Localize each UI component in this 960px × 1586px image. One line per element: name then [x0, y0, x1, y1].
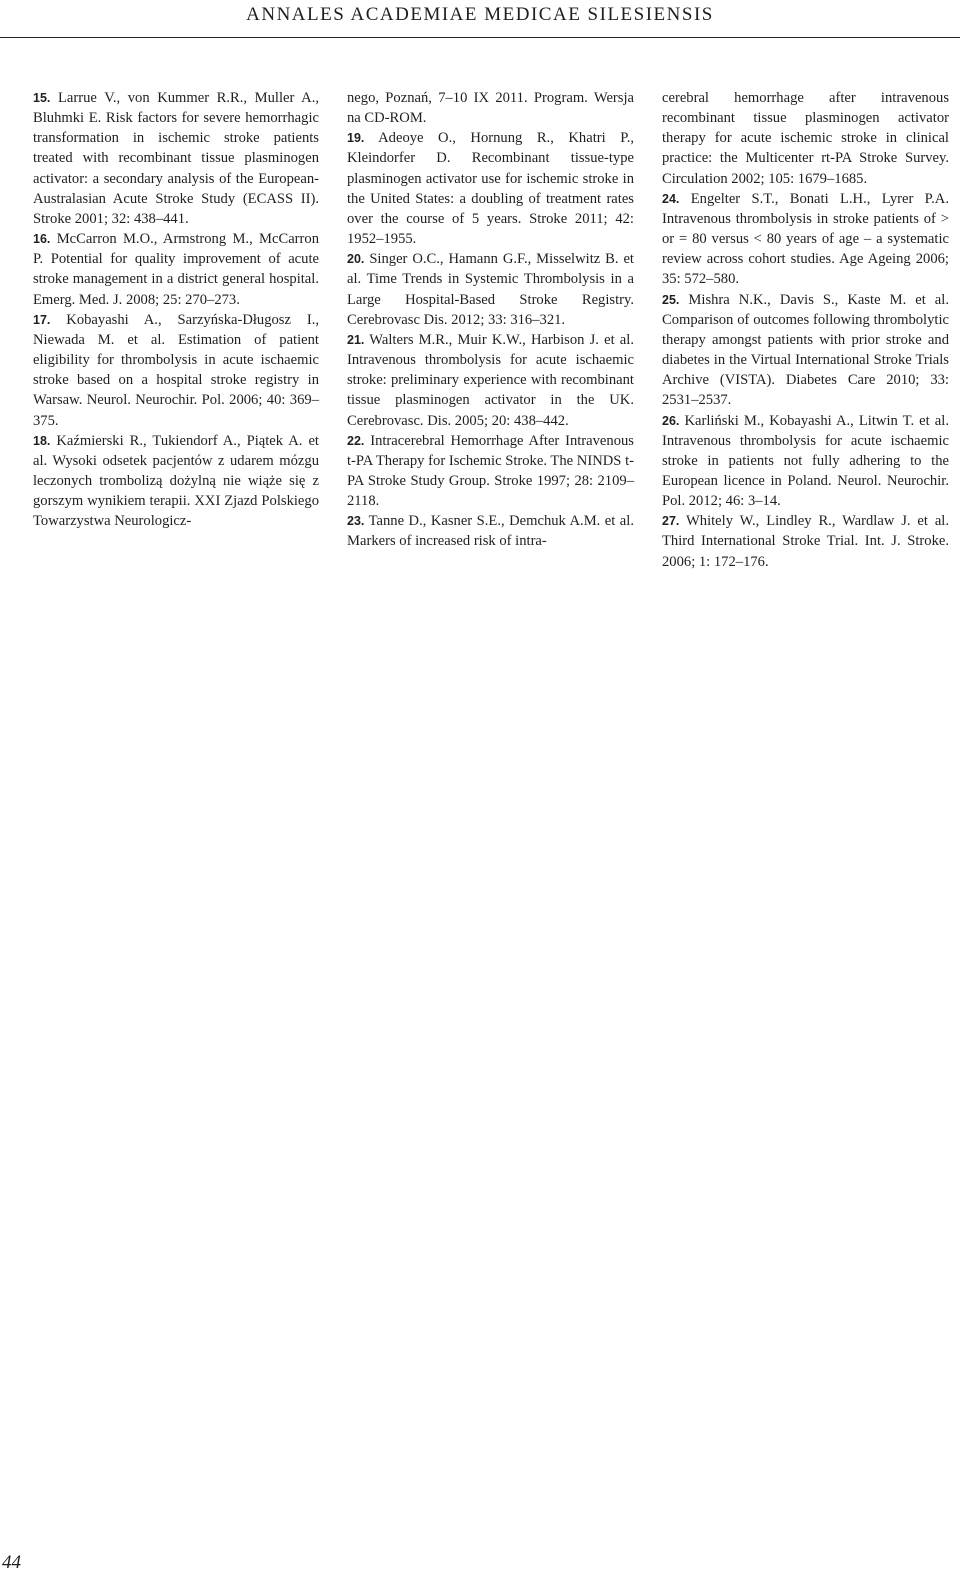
- reference-number: 19.: [347, 131, 365, 146]
- reference-text: Tanne D., Kasner S.E., Demchuk A.M. et al. Markers of increased risk of intra-: [347, 513, 634, 550]
- reference-column-1: [33, 88, 319, 531]
- reference-entry: [33, 88, 319, 229]
- reference-entry: [662, 290, 949, 411]
- reference-entry: [347, 128, 634, 249]
- reference-number: 23.: [347, 514, 365, 529]
- reference-text: Engelter S.T., Bonati L.H., Lyrer P.A. Intravenous thrombolysis in stroke patients of > or = 80 versus < 80 years of age – a systematic review across cohort studies. Age Ageing 2006; 35: 572–580.: [662, 190, 949, 288]
- reference-entry: [33, 431, 319, 532]
- header-divider: [0, 37, 960, 38]
- reference-entry: [33, 310, 319, 431]
- reference-number: 15.: [33, 91, 51, 105]
- reference-number: 20.: [347, 252, 365, 267]
- reference-entry: [662, 189, 949, 290]
- reference-entry: [662, 511, 949, 571]
- reference-entry: [347, 88, 634, 128]
- reference-number: 21.: [347, 332, 365, 347]
- reference-column-2: [347, 88, 634, 552]
- page-number: 44: [2, 1552, 21, 1573]
- reference-text: McCarron M.O., Armstrong M., McCarron P. Potential for quality improvement of acute stroke management in a district general hospital. Emerg. Med. J. 2008; 25: 270–273.: [33, 231, 319, 308]
- reference-text: Singer O.C., Hamann G.F., Misselwitz B. et al. Time Trends in Systemic Thrombolysis in a Large Hospital-Based Stroke Registry. Cerebrovasc Dis. 2012; 33: 316–321.: [347, 251, 634, 328]
- reference-entry: [33, 229, 319, 310]
- reference-number: 17.: [33, 312, 51, 327]
- reference-text: nego, Poznań, 7–10 IX 2011. Program. Wersja na CD-ROM.: [347, 90, 634, 127]
- reference-text: Kaźmierski R., Tukiendorf A., Piątek A. et al. Wysoki odsetek pacjentów z udarem mózgu leczonych trombolizą dożylną nie wiąże się z gorszym wynikiem terapii. XXI Zjazd Polskiego Towarzystwa Neurologicz-: [33, 432, 319, 530]
- reference-number: 27.: [662, 514, 680, 529]
- reference-text: Whitely W., Lindley R., Wardlaw J. et al. Third International Stroke Trial. Int. J. Stroke. 2006; 1: 172–176.: [662, 513, 950, 570]
- reference-number: 26.: [662, 413, 680, 428]
- reference-text: Intracerebral Hemorrhage After Intravenous t-PA Therapy for Ischemic Stroke. The NINDS t-PA Stroke Study Group. Stroke 1997; 28: 2109–2118.: [347, 432, 634, 510]
- reference-text: Walters M.R., Muir K.W., Harbison J. et al. Intravenous thrombolysis for acute ischaemic stroke: preliminary experience with recombinant tissue plasminogen activator in the UK. Cerebrovasc. Dis. 2005; 20: 438–442.: [347, 331, 634, 429]
- reference-text: Karliński M., Kobayashi A., Litwin T. et al. Intravenous thrombolysis for acute ischaemic stroke in patients not fully adhering to the European licence in Poland. Neurol. Neurochir. Pol. 2012; 46: 3–14.: [662, 412, 949, 510]
- reference-entry: [662, 88, 949, 189]
- reference-number: 18.: [33, 433, 51, 448]
- reference-text: cerebral hemorrhage after intravenous recombinant tissue plasminogen activator therapy for acute ischemic stroke in clinical practice: the Multicenter rt-PA Stroke Survey. Circulation 2002; 105: 1679–1685.: [662, 90, 949, 187]
- reference-number: 16.: [33, 232, 51, 247]
- reference-entry: [347, 511, 634, 551]
- reference-entry: [347, 330, 634, 431]
- reference-text: Adeoye O., Hornung R., Khatri P., Kleindorfer D. Recombinant tissue-type plasminogen activator use for ischemic stroke in the United States: a doubling of treatment rates over the course of 5 years. Stroke 2011; 42: 1952–1955.: [347, 130, 634, 248]
- reference-text: Larrue V., von Kummer R.R., Muller A., Bluhmki E. Risk factors for severe hemorrhagic transformation in ischemic stroke patients treated with recombinant tissue plasminogen activator: a secondary analysis of the European-Australasian Acute Stroke Study (ECASS II). Stroke 2001; 32: 438–441.: [33, 90, 319, 227]
- reference-entry: [347, 431, 634, 512]
- journal-title: ANNALES ACADEMIAE MEDICAE SILESIENSIS: [246, 4, 714, 25]
- reference-entry: [662, 411, 949, 512]
- reference-number: 22.: [347, 433, 365, 448]
- reference-number: 25.: [662, 292, 680, 307]
- reference-column-3: [662, 88, 949, 572]
- reference-entry: [347, 249, 634, 330]
- reference-text: Mishra N.K., Davis S., Kaste M. et al. Comparison of outcomes following thrombolytic therapy amongst patients with prior stroke and diabetes in the Virtual International Stroke Trials Archive (VISTA). Diabetes Care 2010; 33: 2531–2537.: [662, 291, 949, 409]
- reference-text: Kobayashi A., Sarzyńska-Długosz I., Niewada M. et al. Estimation of patient eligibility for thrombolysis in acute ischaemic stroke based on a hospital stroke registry in Warsaw. Neurol. Neurochir. Pol. 2006; 40: 369–375.: [33, 311, 319, 429]
- reference-number: 24.: [662, 191, 680, 206]
